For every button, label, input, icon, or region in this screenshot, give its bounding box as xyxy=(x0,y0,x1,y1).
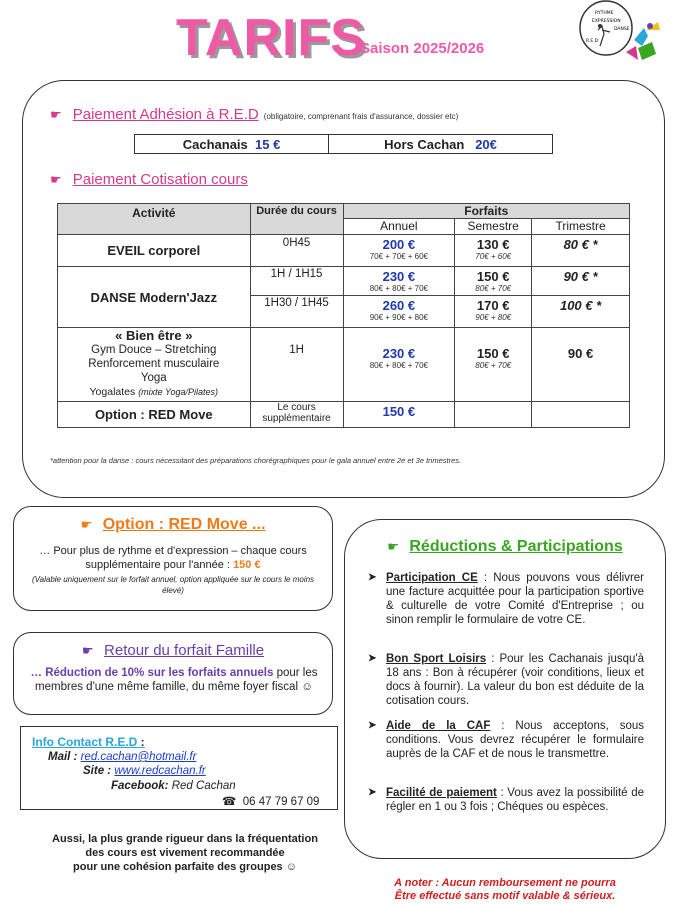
table-row-danse-2: 1H30 / 1H45 260 € 90€ + 90€ + 80€ 170 € 90€ + 80€ 100 € * xyxy=(58,296,630,328)
remboursement-note: A noter : Aucun remboursement ne pourra Être effectué sans motif valable & sérieux. xyxy=(394,877,616,902)
hand-pointer-icon: ☛ xyxy=(50,173,62,188)
contact-facebook: Facebook: Red Cachan xyxy=(111,780,236,792)
adhesion-cachanais: Cachanais 15 € xyxy=(135,135,329,154)
page-title: TARIFS xyxy=(176,9,366,67)
red-move-title: ☛ Option : RED Move ... xyxy=(80,516,266,533)
svg-text:R.E.D: R.E.D xyxy=(586,39,599,44)
contact-mail: Mail : red.cachan@hotmail.fr xyxy=(48,751,197,763)
table-row-red-move: Option : RED Move Le cours supplémentaire 150 € xyxy=(58,402,630,428)
contact-site: Site : www.redcachan.fr xyxy=(83,765,206,777)
contact-title: Info Contact R.E.D : xyxy=(32,735,145,749)
hand-pointer-icon: ☛ xyxy=(387,539,399,554)
danse-footnote: *attention pour la danse : cours nécessitant des préparations chorégraphiques pour le gala annuel entre 2e et 3e trimestres. xyxy=(50,456,462,465)
famille-title: ☛ Retour du forfait Famille xyxy=(81,642,265,659)
reduction-item-sport: ➤ Bon Sport Loisirs : Pour les Cachanais jusqu'à 18 ans : Bon à récupérer (voir conditions, lieux et docs à fournir). La valeur du bon est déduite de la cotisation cours. xyxy=(368,653,644,707)
season-label: Saison 2025/2026 xyxy=(360,40,485,57)
red-logo xyxy=(576,0,676,72)
header-semestre: Semestre xyxy=(455,219,532,235)
header-activite: Activité xyxy=(58,204,251,235)
header-forfaits: Forfaits xyxy=(343,204,630,219)
contact-phone: ☎ 06 47 79 67 09 xyxy=(222,796,320,808)
famille-text: … Réduction de 10% sur les forfaits annuels pour les membres d'une même famille, du même foyer fiscal ☺ xyxy=(30,667,318,693)
arrow-bullet-icon: ➤ xyxy=(368,787,377,798)
adhesion-section-title: ☛ Paiement Adhésion à R.E.D (obligatoire, comprenant frais d'assurance, dossier etc) xyxy=(50,106,459,123)
mail-link[interactable]: red.cachan@hotmail.fr xyxy=(80,751,197,763)
cotisation-table xyxy=(57,203,630,428)
site-link[interactable]: www.redcachan.fr xyxy=(114,765,206,777)
table-row-eveil: EVEIL corporel 0H45 200 € 70€ + 70€ + 60€ 130 € 70€ + 60€ 80 € * xyxy=(58,235,630,267)
cotisation-section-title: ☛ Paiement Cotisation cours xyxy=(50,171,248,188)
hand-pointer-icon: ☛ xyxy=(81,643,94,658)
adhesion-note: (obligatoire, comprenant frais d'assurance, dossier etc) xyxy=(263,112,459,121)
reductions-title: ☛ Réductions & Participations xyxy=(387,538,623,555)
reduction-item-paiement: ➤ Facilité de paiement : Vous avez la possibilité de régler en 1 ou 3 fois ; Chéques ou espèces. xyxy=(368,787,644,813)
arrow-bullet-icon: ➤ xyxy=(368,572,377,583)
hand-pointer-icon: ☛ xyxy=(80,517,93,532)
red-move-text: … Pour plus de rythme et d'expression – chaque cours supplémentaire pour l'année : 150 € xyxy=(39,545,307,571)
adhesion-table xyxy=(134,134,553,154)
svg-text:DANSE: DANSE xyxy=(614,27,630,32)
svg-text:RYTHME: RYTHME xyxy=(595,11,614,16)
header-trimestre: Trimestre xyxy=(532,219,630,235)
reduction-item-ce: ➤ Participation CE : Nous pouvons vous délivrer une facture acquittée pour la participation sportive & culturelle de votre Comité d'Entreprise ; ou sinon remplir le formulaire de votre CE. xyxy=(368,572,645,626)
svg-text:EXPRESSION: EXPRESSION xyxy=(592,19,621,24)
header-annuel: Annuel xyxy=(343,219,455,235)
table-row-bien-etre: « Bien être » Gym Douce – Stretching Renforcement musculaire Yoga Yogalates (mixte Yoga/Pilates) 1H 230 € 80€ + 80€ + 70€ 150 € 80€ + 70€ 90 € xyxy=(58,328,630,402)
hand-pointer-icon: ☛ xyxy=(50,108,62,123)
adhesion-hors-cachan: Hors Cachan 20€ xyxy=(329,135,553,154)
reduction-item-caf: ➤ Aide de la CAF : Nous acceptons, sous conditions. Vous devrez récupérer le formulaire auprès de la CAF et de nous le transmettre. xyxy=(368,720,644,760)
arrow-bullet-icon: ➤ xyxy=(368,653,377,664)
rigueur-note: Aussi, la plus grande rigueur dans la fréquentation des cours est vivement recommandée pour une cohésion parfaite des groupes ☺ xyxy=(52,833,318,873)
red-move-note: (Valable uniquement sur le forfait annuel, option appliquée sur le cours le moins élevé) xyxy=(31,575,315,595)
arrow-bullet-icon: ➤ xyxy=(368,720,377,731)
header-duree: Durée du cours xyxy=(250,204,343,235)
phone-icon: ☎ xyxy=(222,796,237,808)
table-row-danse-1: DANSE Modern'Jazz 1H / 1H15 230 € 80€ + 80€ + 70€ 150 € 80€ + 70€ 90 € * xyxy=(58,267,630,296)
